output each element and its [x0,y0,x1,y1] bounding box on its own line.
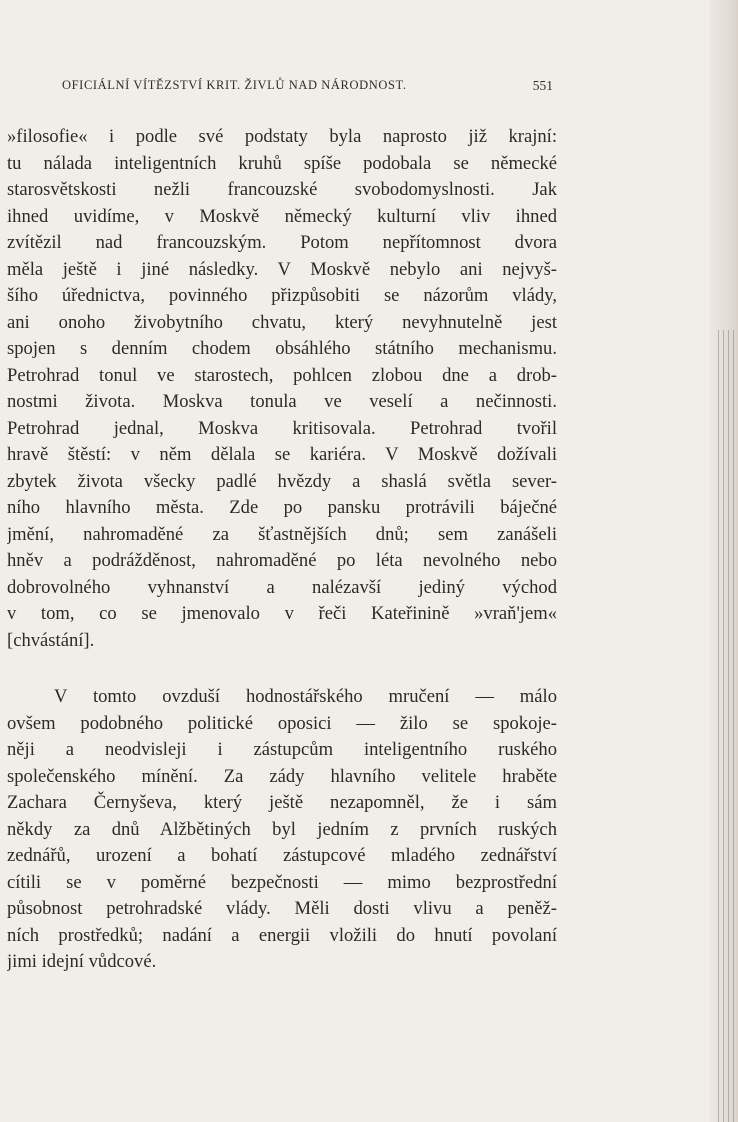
text-line: Petrohrad jednal, Moskva kritisovala. Petrohrad tvořil [7,417,557,439]
edge-line [728,330,729,1122]
paragraph [7,124,557,654]
running-head [62,78,553,98]
text-line: starosvětskosti nežli francouzské svobodomyslnosti. Jak [7,179,557,200]
text-line: nostmi života. Moskva tonula ve veselí a nečinnosti. [7,391,557,412]
text-line: společenského mínění. Za zády hlavního velitele hraběte [7,765,557,787]
text-line: ního hlavního města. Zde po pansku protrávili báječné [7,497,557,518]
text-line: dobrovolného vyhnanství a nalézavší jediný východ [7,576,557,598]
running-title: OFICIÁLNÍ VÍTĚZSTVÍ KRIT. ŽIVLŮ NAD NÁRODNOST. [62,78,407,92]
text-line: ihned uvidíme, v Moskvě německý kulturní vliv ihned [7,205,557,227]
text-line: hněv a podrážděnost, nahromaděné po léta nevolného nebo [7,550,557,571]
text-line: tu nálada inteligentních kruhů spíše podobala se německé [7,152,557,174]
text-line: cítili se v poměrné bezpečnosti — mimo bezprostřední [7,871,557,893]
page-edge [710,0,738,1122]
text-line: Petrohrad tonul ve starostech, pohlcen zlobou dne a drob- [7,364,557,386]
text-line: jmění, nahromaděné za šťastnějších dnů; sem zanášeli [7,523,557,545]
text-line: hravě štěstí: v něm dělala se kariéra. V Moskvě dožívali [7,444,557,465]
text-line: »filosofie« i podle své podstaty byla naprosto již krajní: [7,126,557,147]
body-text [7,124,557,976]
text-line: působnost petrohradské vlády. Měli dosti vlivu a peněž- [7,898,557,919]
text-line: zbytek života všecky padlé hvězdy a shaslá světla sever- [7,470,557,492]
text-line: zvítězil nad francouzským. Potom nepřítomnost dvora [7,232,557,253]
page-number: 551 [532,78,553,93]
text-line: někdy za dnů Alžbětiných byl jedním z prvních ruských [7,818,557,840]
text-line: v tom, co se jmenovalo v řeči Kateřinině »vraň'jem« [7,603,557,624]
text-line: [chvástání]. [7,629,95,651]
paragraph [7,684,557,976]
text-line: zednářů, urození a bohatí zástupcové mladého zednářství [7,845,557,866]
text-line: spojen s denním chodem obsáhlého státního mechanismu. [7,338,557,359]
text-line: něji a neodvisleji i zástupcům inteligentního ruského [7,739,557,760]
edge-line [733,330,734,1122]
text-line: jimi idejní vůdcové. [7,951,157,972]
edge-line [723,330,724,1122]
text-line: ních prostředků; nadání a energii vložili do hnutí povolaní [7,924,557,946]
text-line: měla ještě i jiné následky. V Moskvě nebylo ani nejvyš- [7,258,557,280]
text-line: ani onoho živobytního chvatu, který nevyhnutelně jest [7,311,557,333]
text-line: Zachara Černyševa, který ještě nezapomněl, že i sám [7,792,557,813]
edge-line [718,330,719,1122]
paragraph-gap [7,654,557,684]
text-line: V tomto ovzduší hodnostářského mručení — málo [54,686,557,707]
text-line: ovšem podobného politické oposici — žilo se spokoje- [7,712,557,734]
text-line: šího úřednictva, povinného přizpůsobiti se názorům vlády, [7,285,557,306]
